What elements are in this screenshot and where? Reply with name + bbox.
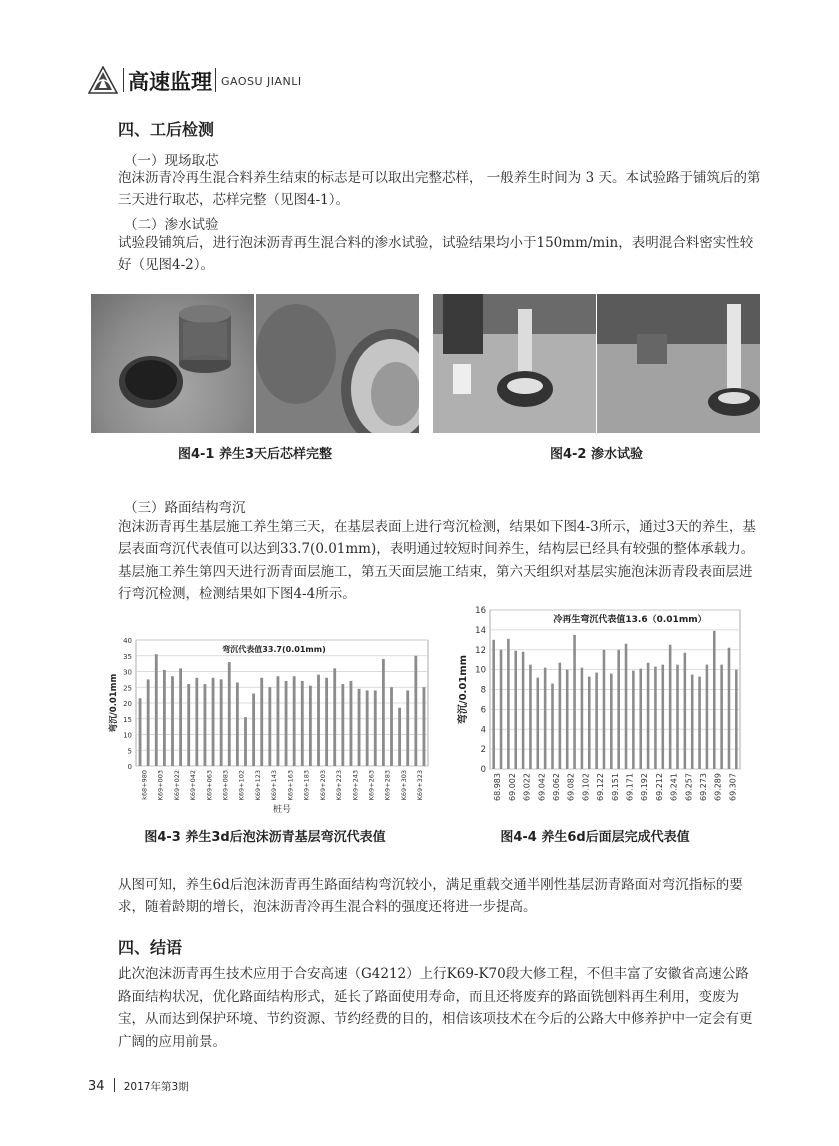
bar — [654, 667, 657, 769]
page-footer — [88, 1075, 189, 1093]
y-tick-label: 8 — [480, 685, 486, 696]
figure-caption: 图4-1 养生3天后芯样完整 — [177, 447, 333, 462]
bar — [244, 717, 247, 766]
x-tick-label: K69+083 — [221, 770, 230, 801]
x-tick-label: K69+183 — [302, 770, 311, 801]
bar — [350, 681, 353, 766]
y-tick-label: 4 — [480, 725, 486, 736]
figure-caption: 图4-2 渗水试验 — [549, 447, 643, 462]
chart-1-svg — [104, 626, 434, 816]
y-tick-label: 35 — [123, 652, 132, 661]
bar — [325, 678, 328, 766]
bar — [684, 653, 687, 769]
bar — [500, 650, 503, 769]
x-tick-label: 69.042 — [537, 773, 547, 801]
bar — [595, 673, 598, 769]
bar — [212, 678, 215, 766]
bar — [676, 665, 679, 769]
bar — [252, 694, 255, 766]
bar — [669, 645, 672, 769]
y-tick-label: 14 — [475, 625, 486, 636]
photo-permeability-test-1 — [433, 294, 596, 433]
y-tick-label: 40 — [123, 637, 132, 645]
bar — [285, 681, 288, 766]
bar — [220, 679, 223, 766]
x-tick-label: 69.002 — [507, 773, 517, 801]
bar — [374, 690, 377, 766]
bar — [632, 671, 635, 769]
bar — [317, 675, 320, 766]
chart-annotation: 冷再生弯沉代表值13.6（0.01mm） — [553, 615, 707, 625]
x-tick-label: 68.983 — [493, 773, 503, 801]
x-tick-label: K69+003 — [156, 770, 165, 801]
journal-subtitle: GAOSU JIANLI — [221, 75, 302, 88]
bar — [398, 708, 401, 766]
x-tick-label: 69.171 — [625, 773, 635, 801]
x-tick-label: K69+203 — [318, 770, 327, 801]
chart-deflection-base — [104, 626, 434, 816]
y-tick-label: 12 — [475, 645, 486, 656]
bar — [155, 654, 158, 766]
paragraph: 此次泡沫沥青再生技术应用于合安高速（G4212）上行K69-K70段大修工程，不但丰富了安徽省高速公路路面结构状况，优化路面结构形式，延长了路面使用寿命，而且还将废弃的路面铣刨料再生利用，变废为宝，从而达到保护环境、节约资源、节约经费的目的，相信该项技术在今后的公路大中修养护中一定会有更广阔的应用前景。 — [118, 966, 753, 1050]
bar — [382, 659, 385, 766]
bar — [603, 650, 606, 769]
journal-title: 高速监理 — [128, 70, 212, 94]
bar — [522, 652, 525, 769]
y-axis-label: 弯沉/0.01mm — [109, 673, 119, 733]
bar — [713, 631, 716, 769]
paragraph: 从图可知，养生6d后泡沫沥青再生路面结构弯沉较小，满足重载交通半刚性基层沥青路面对弯沉指标的要求，随着龄期的增长，泡沫沥青冷再生混合料的强度还将进一步提高。 — [118, 877, 743, 915]
chart-annotation: 弯沉代表值33.7(0.01mm) — [222, 645, 326, 654]
bar — [406, 690, 409, 766]
y-tick-label: 16 — [475, 606, 486, 616]
subsection-title: （一）现场取芯 — [124, 153, 219, 169]
bar — [195, 678, 198, 766]
journal-header — [88, 62, 388, 98]
bar — [260, 678, 263, 766]
y-tick-label: 6 — [480, 705, 486, 716]
chart-deflection-surface — [452, 600, 752, 815]
bar — [492, 640, 495, 769]
photo-core-sample — [91, 294, 254, 433]
x-tick-label: K69+163 — [286, 770, 295, 801]
bar — [179, 668, 182, 766]
y-tick-label: 20 — [123, 700, 132, 708]
bar — [301, 681, 304, 766]
bar — [139, 698, 142, 766]
x-tick-label: 69.307 — [728, 773, 738, 801]
x-tick-label: 69.192 — [640, 773, 650, 801]
bar — [610, 674, 613, 769]
x-tick-label: K69+323 — [416, 770, 425, 801]
subsection-title: （二）渗水试验 — [124, 217, 219, 233]
x-tick-label: K69+223 — [335, 770, 344, 801]
bar — [507, 639, 510, 769]
x-tick-label: K69+303 — [399, 770, 408, 801]
bar — [236, 683, 239, 766]
x-tick-label: 69.241 — [669, 773, 679, 801]
y-axis-label: 弯沉/0.01mm — [458, 654, 469, 725]
y-tick-label: 30 — [123, 668, 132, 677]
x-tick-label: 69.289 — [713, 773, 723, 801]
bar — [698, 677, 701, 769]
paragraph: 基层施工养生第四天进行沥青面层施工，第五天面层施工结束，第六天组织对基层实施泡沫沥青段表面层进行弯沉检测，检测结果如下图4-4所示。 — [118, 564, 753, 602]
bar — [720, 665, 723, 769]
bar — [544, 668, 547, 769]
x-axis-label: 桩号 — [272, 805, 292, 815]
bar — [581, 668, 584, 769]
bar — [625, 644, 628, 769]
x-tick-label: 69.022 — [522, 773, 532, 801]
x-tick-label: K69+063 — [205, 770, 214, 801]
section-heading: 四、结语 — [118, 938, 183, 957]
x-tick-label: 69.122 — [596, 773, 606, 801]
bar — [423, 687, 426, 766]
bar — [147, 679, 150, 766]
bar — [187, 684, 190, 766]
paragraph: 试验段铺筑后，进行泡沫沥青再生混合料的渗水试验，试验结果均小于150mm/min，表明混合料密实性较好（见图4-2）。 — [118, 235, 754, 273]
x-tick-label: 69.212 — [654, 773, 664, 801]
bar — [573, 635, 576, 769]
bar — [366, 690, 369, 766]
bar — [171, 676, 174, 766]
x-tick-label: 69.102 — [581, 773, 591, 801]
x-tick-label: k68+980 — [140, 770, 149, 800]
y-tick-label: 0 — [127, 763, 132, 771]
y-tick-label: 5 — [127, 747, 132, 756]
x-tick-label: K69+263 — [367, 770, 376, 801]
x-tick-label: 69.062 — [551, 773, 561, 801]
x-tick-label: K69+123 — [253, 770, 262, 801]
bar — [309, 686, 312, 766]
bar — [537, 678, 540, 769]
bar — [268, 687, 271, 766]
bar — [647, 663, 650, 769]
x-tick-label: K69+102 — [237, 770, 246, 801]
x-tick-label: 69.151 — [610, 773, 620, 801]
journal-logo-icon — [88, 66, 118, 94]
bar — [551, 684, 554, 769]
bar — [691, 675, 694, 769]
x-tick-label: K69+022 — [172, 770, 181, 801]
subsection-title: （三）路面结构弯沉 — [124, 500, 246, 516]
bar — [588, 677, 591, 769]
bar — [514, 651, 517, 769]
bar — [204, 684, 207, 766]
bar — [735, 670, 738, 769]
bar — [728, 648, 731, 769]
bar — [277, 676, 280, 766]
bar — [341, 684, 344, 766]
paragraph: 泡沫沥青再生基层施工养生第三天，在基层表面上进行弯沉检测，结果如下图4-3所示，通过3天的养生，基层表面弯沉代表值可以达到33.7(0.01mm)，表明通过较短时间养生，结构层已经具有较强的整体承载力。 — [118, 519, 756, 557]
bar — [358, 689, 361, 766]
x-tick-label: K69+042 — [189, 770, 198, 801]
page-number: 34 — [88, 1079, 105, 1094]
paragraph: 泡沫沥青冷再生混合料养生结束的标志是可以取出完整芯样， 一般养生时间为 3 天。本试验路于铺筑后的第三天进行取芯，芯样完整（见图4-1）。 — [118, 170, 761, 208]
x-tick-label: 69.257 — [684, 773, 694, 801]
x-tick-label: K69+143 — [270, 770, 279, 801]
y-tick-label: 15 — [123, 715, 132, 724]
issue-label: 2017年第3期 — [123, 1081, 189, 1093]
chart-2-svg — [452, 600, 752, 815]
photo-permeability-test-2 — [597, 294, 760, 433]
bar — [529, 665, 532, 769]
bar — [228, 662, 231, 766]
figure-caption: 图4-3 养生3d后泡沫沥青基层弯沉代表值 — [144, 830, 386, 845]
bar — [706, 665, 709, 769]
y-tick-label: 2 — [480, 745, 486, 756]
bar — [662, 665, 665, 769]
figure-caption: 图4-4 养生6d后面层完成代表值 — [500, 830, 690, 845]
bar — [414, 656, 417, 766]
y-tick-label: 0 — [480, 765, 486, 775]
x-tick-label: 69.082 — [566, 773, 576, 801]
bar — [333, 668, 336, 766]
y-tick-label: 10 — [475, 665, 486, 676]
bar — [639, 669, 642, 769]
bar — [559, 663, 562, 769]
x-tick-label: K69+243 — [351, 770, 360, 801]
x-tick-label: K69+283 — [383, 770, 392, 801]
section-heading: 四、工后检测 — [118, 120, 215, 139]
y-tick-label: 25 — [123, 684, 132, 693]
bar — [163, 670, 166, 766]
y-tick-label: 10 — [123, 731, 132, 740]
bar — [617, 650, 620, 769]
x-tick-label: 69.273 — [699, 773, 709, 801]
bar — [566, 670, 569, 769]
photo-core-hole — [256, 294, 419, 433]
bar — [390, 687, 393, 766]
bar — [293, 676, 296, 766]
